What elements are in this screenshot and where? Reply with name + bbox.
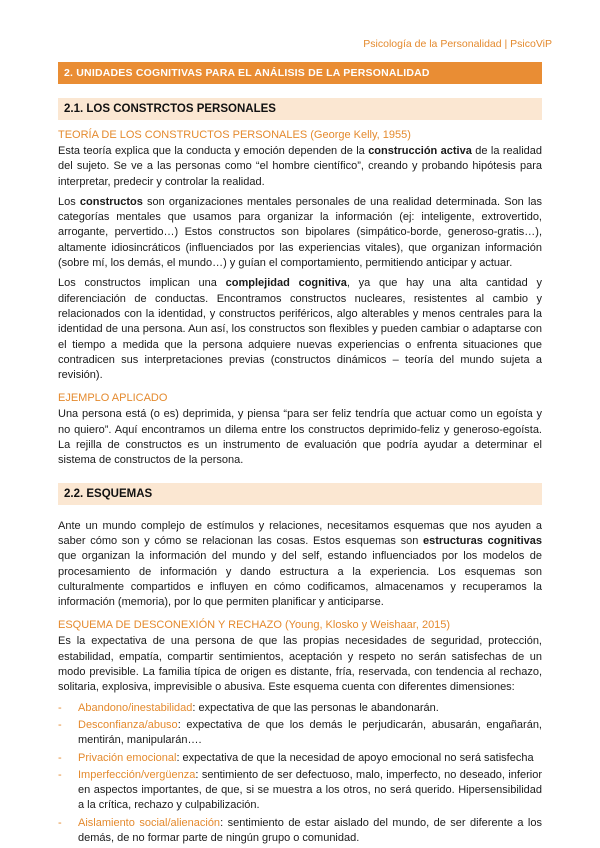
paragraph: Los constructos implican una complejidad cognitiva, ya que hay una alta cantidad y diferenciación de conductas. Encontramos constructos nucleares, resistentes al cambio y relacionados con la identidad, y constructos periféricos, algo alterables y menos centrales para la identidad de una persona. Aun así, los constructos son flexibles y pueden cambiar o adaptarse con el tiempo a medida que la persona adquiere nuevas experiencias o enfrenta situaciones que contradicen sus interpretaciones previas (constructos dinámicos – teoría del mundo sujeta a revisión). xyxy=(58,277,542,382)
paragraph: Esta teoría explica que la conducta y emoción dependen de la construcción activa de la realidad del sujeto. Se ve a las personas como “el hombre científico”, creando y probando hipótesis para interpretar, predecir y controlar la realidad. xyxy=(58,145,543,188)
dimension-list xyxy=(58,701,542,847)
subsection-title-schemas: 2.2. ESQUEMAS xyxy=(58,483,542,505)
section-title: 2. UNIDADES COGNITIVAS PARA EL ANÁLISIS DE LA PERSONALIDAD xyxy=(58,62,542,84)
subsection-title-constructs: 2.1. LOS CONSTRCTOS PERSONALES xyxy=(58,98,542,120)
paragraph: Los constructos son organizaciones mentales personales de una realidad determinada. Son las categorías mentales que usamos para organizar la información (ej: inteligente, extrovertido, arrogante, pervertido…) Estos constructos son bipolares (simpático-borde, generoso-gratis…), altamente idiosincráticos (influenciados por las experiencias vitales), que organizan información (sobre mí, los demás, el mundo…) y guían el comportamiento, permitiendo anticipar y actuar. xyxy=(58,195,543,270)
list-item: - Privación emocional: expectativa de que la necesidad de apoyo emocional no será satisfecha xyxy=(58,751,534,764)
example-title: EJEMPLO APLICADO xyxy=(58,392,168,405)
list-item: - Aislamiento social/alienación: sentimiento de estar aislado del mundo, de ser diferente a los demás, de no formar parte de ningún grupo o comunidad. xyxy=(58,816,542,844)
page-content xyxy=(58,62,542,848)
paragraph: Es la expectativa de una persona de que las propias necesidades de seguridad, protección, estabilidad, empatía, compartir sentimientos, aceptación y respeto no serán satisfechas de un modo previsible. La familia típica de origen es distante, fría, reservada, con tendencia al rechazo, solitaria, explosiva, imprevisible o abusiva. Este esquema cuenta con diferentes dimensiones: xyxy=(58,635,542,694)
list-item: - Desconfianza/abuso: expectativa de que los demás le perjudicarán, abusarán, engañarán, mentirán, manipularán…. xyxy=(58,718,542,747)
schema-title: ESQUEMA DE DESCONEXIÓN Y RECHAZO (Young, Klosko y Weishaar, 2015) xyxy=(58,619,451,632)
list-item: - Imperfección/vergüenza: sentimiento de ser defectuoso, malo, imperfecto, no deseado, inferior en aspectos importantes, de que, si se muestra a los otros, no será querido. Hipersensibilidad a la crítica, rechazo y culpabilización. xyxy=(58,768,542,812)
running-header: Psicología de la Personalidad | PsicoViP xyxy=(363,38,552,50)
list-item: - Abandono/inestabilidad: expectativa de que las personas le abandonarán. xyxy=(58,701,439,714)
paragraph: Ante un mundo complejo de estímulos y relaciones, necesitamos esquemas que nos ayuden a saber cómo son y cómo se relacionan las cosas. Estos esquemas son estructuras cognitivas que organizan la información del mundo y del self, estando influenciados por los modelos de procesamiento de información y dando estructura a la experiencia. Los esquemas son culturalmente compartidos e influyen en cómo codificamos, almacenamos y recuperamos la información (memoria), por lo que permiten planificar y anticiparse. xyxy=(58,519,543,609)
paragraph: Una persona está (o es) deprimida, y piensa “para ser feliz tendría que actuar como un egoísta y no quiero”. Aquí encontramos un dilema entre los constructos deprimido-feliz y generoso-egoísta. La rejilla de constructos es un instrumento de evaluación que podría ayudar a determinar el sistema de constructos de la persona. xyxy=(58,408,542,467)
theory-title: TEORÍA DE LOS CONSTRUCTOS PERSONALES (George Kelly, 1955) xyxy=(58,129,411,141)
